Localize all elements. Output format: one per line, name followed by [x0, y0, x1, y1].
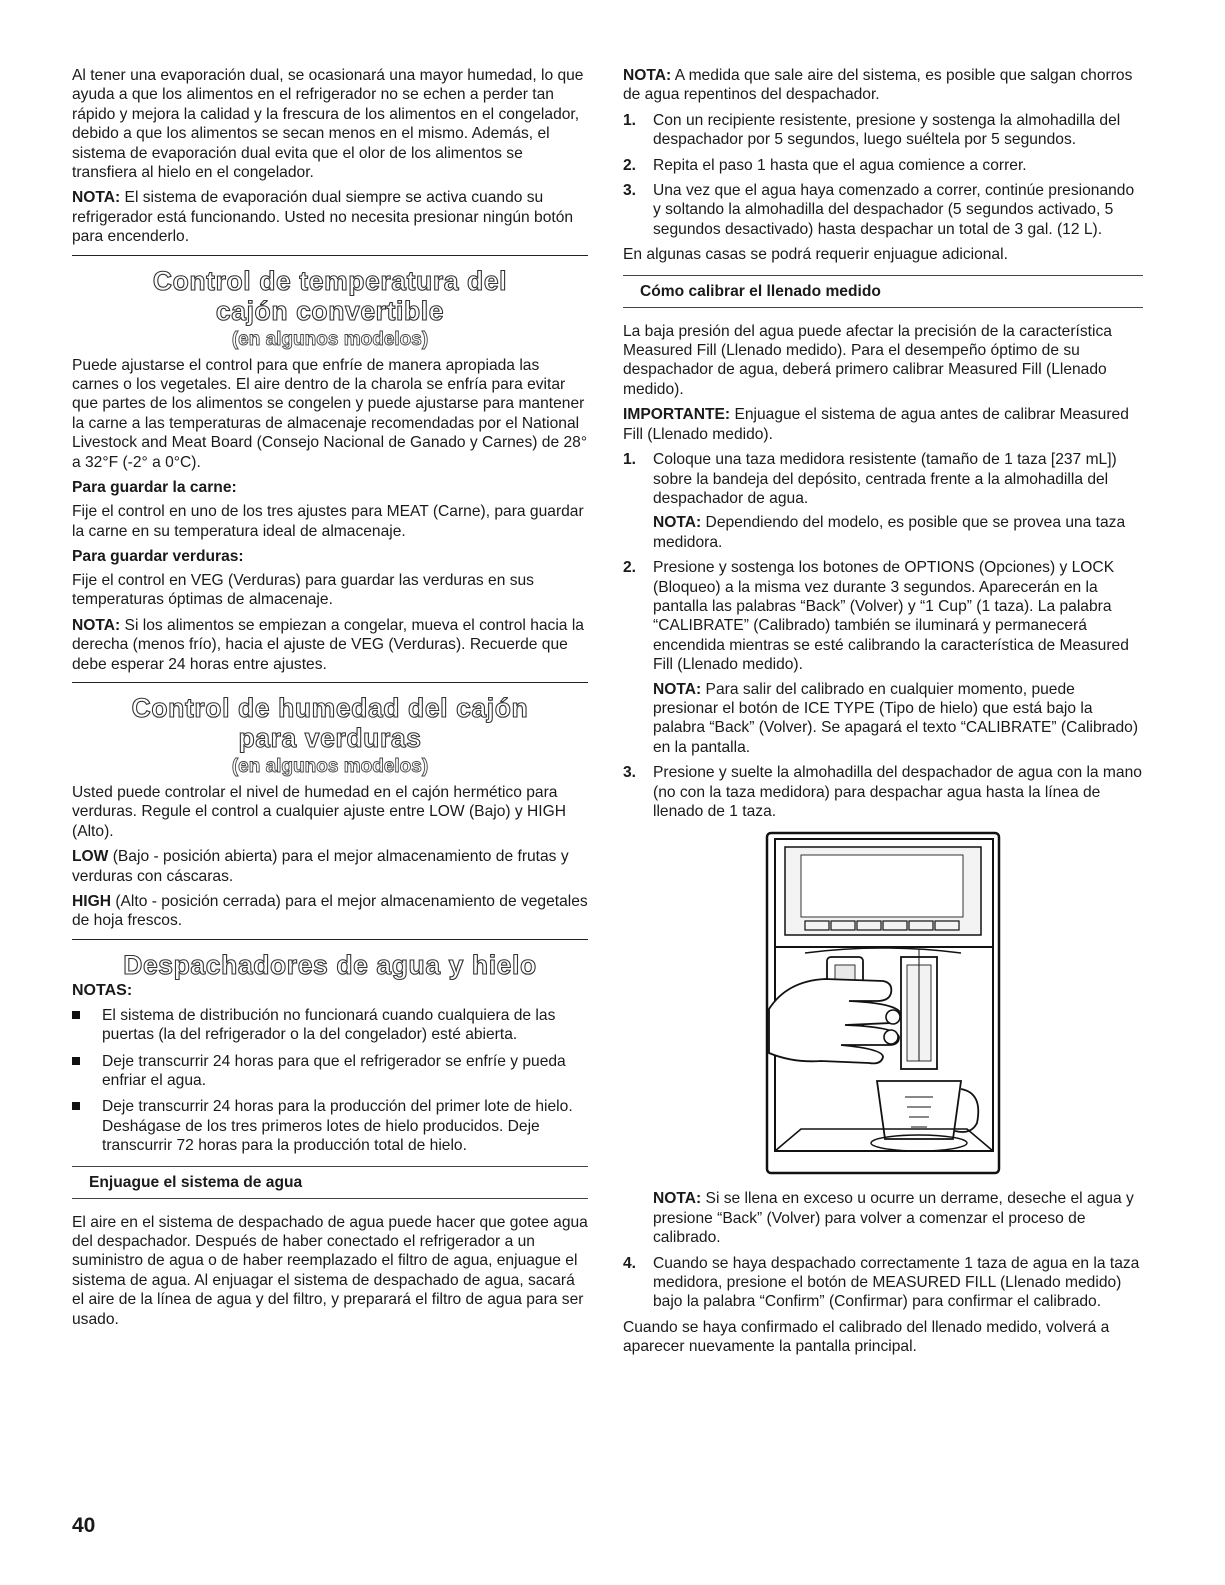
veg-heading: Para guardar verduras:: [72, 547, 244, 565]
air-note: NOTA: A medida que sale aire del sistema, es posible que salgan chorros de agua repentinos del despachador.: [623, 67, 1133, 104]
meat-heading: Para guardar la carne:: [72, 479, 237, 497]
humidity-high: HIGH (Alto - posición cerrada) para el mejor almacenamiento de vegetales de hoja frescos.: [72, 892, 588, 930]
section-title-dispensers: Despachadores de agua y hielo: [123, 949, 537, 980]
list-item: Deje transcurrir 24 horas para que el refrigerador se enfríe y pueda enfriar el agua.: [72, 1052, 588, 1091]
list-item: 3. Presione y suelte la almohadilla del despachador de agua con la mano (no con la taza medidora) para despachar agua hasta la línea de llenado de 1 taza.: [623, 764, 1142, 820]
right-column: [623, 66, 1143, 1363]
list-item: 1. Coloque una taza medidora resistente (tamaño de 1 taza [237 mL]) sobre la bandeja del depósito, centrada frente a la almohadilla del despachador de agua. NOTA: Dependiendo del modelo, es posible que se provea una taza medidora.: [623, 451, 1126, 551]
list-item: 2. Repita el paso 1 hasta que el agua comience a correr.: [623, 156, 1027, 174]
list-item: 4. Cuando se haya despachado correctamente 1 taza de agua en la taza medidora, presione el botón de MEASURED FILL (Llenado medido) bajo la palabra “Confirm” (Confirmar) para confirmar el calibrado.: [623, 1254, 1140, 1311]
list-item: 2. Presione y sostenga los botones de OPTIONS (Opciones) y LOCK (Bloqueo) a la misma vez durante 3 segundos. Aparecerán en la pantalla las palabras “Back” (Volver) y “1 Cup” (1 taza). La palabra “CALIBRATE” (Calibrado) también se iluminará y permanecerá encendida mientras se esté calibrando la característica de Measured Fill (Llenado medido). NOTA: Para salir del calibrado en cualquier momento, puede presionar el botón de ICE TYPE (Tipo de hielo) que está bajo la palabra “Back” (Volver). Se apagará el texto “CALIBRATE” (Calibrado) en la pantalla.: [623, 559, 1139, 756]
notes-list: [72, 1006, 588, 1156]
bullet-icon: [72, 1011, 80, 1019]
section-title-temperature: Control de temperatura del cajón convertible: [152, 265, 508, 326]
intro-note: [72, 188, 588, 246]
dispenser-illustration: [765, 831, 1003, 1177]
meat-body: Fije el control en uno de los tres ajustes para MEAT (Carne), para guardar la carne en su temperatura ideal de almacenaje.: [72, 503, 584, 540]
list-item: 3. Una vez que el agua haya comenzado a correr, continúe presionando y soltando la almohadilla del despachador (5 segundos activado, 5 segundos desactivado) hasta despachar un total de 3 gal. (12 L).: [623, 182, 1135, 238]
section-divider: [72, 682, 588, 683]
calibrate-steps-continued: [623, 1254, 1143, 1312]
rinse-steps: [623, 111, 1143, 239]
section-divider: [72, 255, 588, 256]
intro-paragraph: Al tener una evaporación dual, se ocasionará una mayor humedad, lo que ayuda a que los alimentos en el refrigerador no se echen a perder tan rápido y mejora la calidad y la frescura de los alimentos en el congelador, debido a que los alimentos se secan menos en el mismo. Además, el sistema de evaporación dual evita que el olor de los alimentos se transfiera al hielo en el congelador.: [72, 67, 584, 182]
humidity-low: LOW (Bajo - posición abierta) para el mejor almacenamiento de frutas y verduras con cáscaras.: [72, 848, 569, 885]
veg-body: Fije el control en VEG (Verduras) para guardar las verduras en sus temperaturas óptimas de almacenaje.: [72, 571, 534, 609]
closing-paragraph: Cuando se haya confirmado el calibrado del llenado medido, volverá a aparecer nuevamente la pantalla principal.: [623, 1318, 1110, 1356]
calibrate-intro: La baja presión del agua puede afectar la precisión de la característica Measured Fill (Llenado medido). Para el desempeño óptimo de su despachador de agua, deberá primero calibrar Measured Fill (Llenado medido).: [623, 322, 1112, 398]
note-label: NOTA:: [72, 189, 121, 207]
section-subtitle: (en algunos modelos): [231, 328, 429, 350]
list-item: Deje transcurrir 24 horas para la producción del primer lote de hielo. Deshágase de los tres primeros lotes de hielo producidos. Deje transcurrir 72 horas para la producción total de hielo.: [72, 1097, 588, 1155]
calibrate-heading: Cómo calibrar el llenado medido: [623, 275, 1143, 308]
section-title-humidity: Control de humedad del cajón para verduras: [131, 692, 529, 753]
section-subtitle: (en algunos modelos): [231, 755, 429, 777]
list-item: 1. Con un recipiente resistente, presione y sostenga la almohadilla del despachador por 5 segundos, luego suéltela por 5 segundos.: [623, 111, 1121, 149]
list-item: El sistema de distribución no funcionará cuando cualquiera de las puertas (la del refrigerador o la del congelador) esté abierta.: [72, 1006, 588, 1045]
bullet-icon: [72, 1102, 80, 1110]
rinse-heading: Enjuague el sistema de agua: [72, 1166, 588, 1199]
overflow-note: NOTA: Si se llena en exceso u ocurre un derrame, deseche el agua y presione “Back” (Volver) para volver a comenzar el proceso de calibrado.: [653, 1190, 1134, 1247]
section-divider: [72, 939, 588, 940]
notes-heading: NOTAS:: [72, 981, 133, 999]
humidity-body: Usted puede controlar el nivel de humedad en el cajón hermético para verduras. Regule el control a cualquier ajuste entre LOW (Bajo) y HIGH (Alto).: [72, 783, 567, 840]
bullet-icon: [72, 1057, 80, 1065]
rinse-body: El aire en el sistema de despachado de agua puede hacer que gotee agua del despachador. Después de haber conectado el refrigerador a un suministro de agua o de haber reemplazado el filtro de agua, enjuague el sistema de agua. Al enjuagar el sistema de despachado de agua, sacará el aire de la línea de agua y del filtro, y preparará el filtro de agua para ser usado.: [72, 1213, 588, 1328]
temperature-body: Puede ajustarse el control para que enfríe de manera apropiada las carnes o los vegetales. El aire dentro de la charola se enfría para evitar que partes de los alimentos se congelen y puede ajustarse para mantener la carne a las temperaturas de almacenaje recomendadas por el National Livestock and Meat Board (Consejo Nacional de Ganado y Carnes) de 28° a 32°F (-2° a 0°C).: [72, 356, 588, 471]
note-text: El sistema de evaporación dual siempre se activa cuando su refrigerador está funcionando. Usted no necesita presionar ningún botón para encenderlo.: [72, 189, 574, 246]
page-number: 40: [72, 1514, 96, 1537]
left-column: [72, 66, 588, 1335]
dispenser-diagram: [765, 831, 1003, 1177]
calibrate-steps: [623, 450, 1143, 821]
temperature-note: NOTA: Si los alimentos se empiezan a congelar, mueva el control hacia la derecha (menos frío), hacia el ajuste de VEG (Verduras). Recuerde que debe esperar 24 horas entre ajustes.: [72, 616, 584, 673]
extra-rinse: En algunas casas se podrá requerir enjuague adicional.: [623, 246, 1008, 264]
important-note: IMPORTANTE: Enjuague el sistema de agua antes de calibrar Measured Fill (Llenado medido).: [623, 406, 1129, 443]
